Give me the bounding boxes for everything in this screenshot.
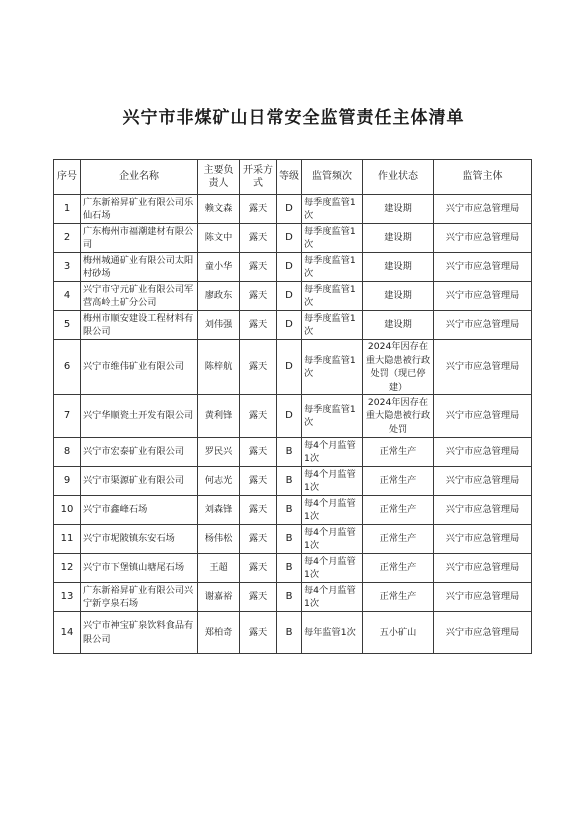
supervision-frequency-cell: 每季度监管1次 <box>302 395 363 438</box>
enterprise-name-cell: 兴宁市渠源矿业有限公司 <box>81 467 198 496</box>
mining-method-cell: 露天 <box>240 195 277 224</box>
responsible-person-cell: 童小华 <box>198 253 240 282</box>
supervising-authority-cell: 兴宁市应急管理局 <box>434 395 532 438</box>
header-method: 开采方式 <box>240 160 277 195</box>
row-number-cell: 10 <box>54 496 81 525</box>
supervising-authority-cell: 兴宁市应急管理局 <box>434 253 532 282</box>
supervision-frequency-cell: 每季度监管1次 <box>302 195 363 224</box>
row-number-cell: 7 <box>54 395 81 438</box>
supervising-authority-cell: 兴宁市应急管理局 <box>434 496 532 525</box>
mining-method-cell: 露天 <box>240 525 277 554</box>
table-row <box>54 438 532 467</box>
enterprise-name-cell: 兴宁市下堡镇山塘尾石场 <box>81 554 198 583</box>
mining-method-cell: 露天 <box>240 612 277 654</box>
row-number-cell: 3 <box>54 253 81 282</box>
operation-status-cell: 建设期 <box>363 282 434 311</box>
table-body <box>54 195 532 654</box>
supervising-authority-cell: 兴宁市应急管理局 <box>434 195 532 224</box>
table-row <box>54 583 532 612</box>
supervising-authority-cell: 兴宁市应急管理局 <box>434 438 532 467</box>
enterprise-name-cell: 兴宁华顺瓷土开发有限公司 <box>81 395 198 438</box>
mining-method-cell: 露天 <box>240 554 277 583</box>
table-row <box>54 467 532 496</box>
supervision-frequency-cell: 每季度监管1次 <box>302 253 363 282</box>
mining-method-cell: 露天 <box>240 253 277 282</box>
table-row <box>54 395 532 438</box>
row-number-cell: 5 <box>54 311 81 340</box>
supervision-frequency-cell: 每季度监管1次 <box>302 311 363 340</box>
responsible-person-cell: 何志光 <box>198 467 240 496</box>
operation-status-cell: 建设期 <box>363 195 434 224</box>
table-row <box>54 311 532 340</box>
enterprise-name-cell: 兴宁市宏泰矿业有限公司 <box>81 438 198 467</box>
table-row <box>54 525 532 554</box>
table-row <box>54 496 532 525</box>
risk-level-cell: D <box>277 195 302 224</box>
operation-status-cell: 建设期 <box>363 311 434 340</box>
operation-status-cell: 2024年因存在重大隐患被行政处罚（现已停建） <box>363 340 434 395</box>
operation-status-cell: 正常生产 <box>363 583 434 612</box>
operation-status-cell: 正常生产 <box>363 467 434 496</box>
risk-level-cell: B <box>277 583 302 612</box>
responsibility-table <box>53 159 532 654</box>
supervising-authority-cell: 兴宁市应急管理局 <box>434 311 532 340</box>
row-number-cell: 12 <box>54 554 81 583</box>
responsible-person-cell: 陈梓航 <box>198 340 240 395</box>
risk-level-cell: D <box>277 340 302 395</box>
operation-status-cell: 正常生产 <box>363 554 434 583</box>
supervision-frequency-cell: 每4个月监管1次 <box>302 554 363 583</box>
table-row <box>54 612 532 654</box>
header-status: 作业状态 <box>363 160 434 195</box>
enterprise-name-cell: 兴宁市神宝矿泉饮料食品有限公司 <box>81 612 198 654</box>
row-number-cell: 6 <box>54 340 81 395</box>
supervision-frequency-cell: 每年监管1次 <box>302 612 363 654</box>
supervising-authority-cell: 兴宁市应急管理局 <box>434 583 532 612</box>
mining-method-cell: 露天 <box>240 438 277 467</box>
enterprise-name-cell: 广东新裕昇矿业有限公司兴宁新亨泉石场 <box>81 583 198 612</box>
responsible-person-cell: 廖政东 <box>198 282 240 311</box>
risk-level-cell: B <box>277 612 302 654</box>
responsible-person-cell: 谢嘉裕 <box>198 583 240 612</box>
mining-method-cell: 露天 <box>240 467 277 496</box>
operation-status-cell: 正常生产 <box>363 525 434 554</box>
supervision-frequency-cell: 每4个月监管1次 <box>302 496 363 525</box>
row-number-cell: 4 <box>54 282 81 311</box>
supervision-frequency-cell: 每4个月监管1次 <box>302 438 363 467</box>
supervision-frequency-cell: 每4个月监管1次 <box>302 583 363 612</box>
risk-level-cell: B <box>277 525 302 554</box>
risk-level-cell: D <box>277 253 302 282</box>
supervision-frequency-cell: 每4个月监管1次 <box>302 525 363 554</box>
enterprise-name-cell: 兴宁市守元矿业有限公司军营高岭土矿分公司 <box>81 282 198 311</box>
enterprise-name-cell: 梅州城通矿业有限公司太阳村砂场 <box>81 253 198 282</box>
supervision-frequency-cell: 每季度监管1次 <box>302 224 363 253</box>
table-row <box>54 282 532 311</box>
enterprise-name-cell: 兴宁市坭陂镇东安石场 <box>81 525 198 554</box>
supervision-frequency-cell: 每季度监管1次 <box>302 340 363 395</box>
responsible-person-cell: 罗民兴 <box>198 438 240 467</box>
operation-status-cell: 正常生产 <box>363 496 434 525</box>
responsible-person-cell: 黄利锋 <box>198 395 240 438</box>
mining-method-cell: 露天 <box>240 583 277 612</box>
enterprise-name-cell: 梅州市顺安建设工程材料有限公司 <box>81 311 198 340</box>
mining-method-cell: 露天 <box>240 311 277 340</box>
operation-status-cell: 建设期 <box>363 224 434 253</box>
operation-status-cell: 五小矿山 <box>363 612 434 654</box>
header-level: 等级 <box>277 160 302 195</box>
table-header-row <box>54 160 532 195</box>
row-number-cell: 8 <box>54 438 81 467</box>
header-no: 序号 <box>54 160 81 195</box>
enterprise-name-cell: 兴宁市鑫峰石场 <box>81 496 198 525</box>
risk-level-cell: D <box>277 224 302 253</box>
supervising-authority-cell: 兴宁市应急管理局 <box>434 340 532 395</box>
responsible-person-cell: 杨伟松 <box>198 525 240 554</box>
responsible-person-cell: 王超 <box>198 554 240 583</box>
responsible-person-cell: 郑柏奇 <box>198 612 240 654</box>
operation-status-cell: 2024年因存在重大隐患被行政处罚 <box>363 395 434 438</box>
risk-level-cell: B <box>277 467 302 496</box>
responsible-person-cell: 陈文中 <box>198 224 240 253</box>
table-row <box>54 554 532 583</box>
row-number-cell: 13 <box>54 583 81 612</box>
mining-method-cell: 露天 <box>240 340 277 395</box>
supervision-frequency-cell: 每4个月监管1次 <box>302 467 363 496</box>
enterprise-name-cell: 广东新裕昇矿业有限公司乐仙石场 <box>81 195 198 224</box>
responsible-person-cell: 赖文森 <box>198 195 240 224</box>
mining-method-cell: 露天 <box>240 395 277 438</box>
table-row <box>54 253 532 282</box>
header-authority: 监管主体 <box>434 160 532 195</box>
header-person: 主要负责人 <box>198 160 240 195</box>
supervising-authority-cell: 兴宁市应急管理局 <box>434 612 532 654</box>
risk-level-cell: D <box>277 311 302 340</box>
supervising-authority-cell: 兴宁市应急管理局 <box>434 282 532 311</box>
operation-status-cell: 正常生产 <box>363 438 434 467</box>
responsible-person-cell: 刘森锋 <box>198 496 240 525</box>
supervising-authority-cell: 兴宁市应急管理局 <box>434 224 532 253</box>
mining-method-cell: 露天 <box>240 496 277 525</box>
table-row <box>54 195 532 224</box>
page-title: 兴宁市非煤矿山日常安全监管责任主体清单 <box>122 108 465 128</box>
risk-level-cell: B <box>277 496 302 525</box>
supervising-authority-cell: 兴宁市应急管理局 <box>434 554 532 583</box>
table-row <box>54 224 532 253</box>
risk-level-cell: B <box>277 554 302 583</box>
row-number-cell: 11 <box>54 525 81 554</box>
supervising-authority-cell: 兴宁市应急管理局 <box>434 467 532 496</box>
supervision-frequency-cell: 每季度监管1次 <box>302 282 363 311</box>
risk-level-cell: D <box>277 395 302 438</box>
risk-level-cell: B <box>277 438 302 467</box>
operation-status-cell: 建设期 <box>363 253 434 282</box>
row-number-cell: 14 <box>54 612 81 654</box>
header-frequency: 监管频次 <box>302 160 363 195</box>
enterprise-name-cell: 广东梅州市福潮建材有限公司 <box>81 224 198 253</box>
row-number-cell: 1 <box>54 195 81 224</box>
table-row <box>54 340 532 395</box>
responsible-person-cell: 刘伟强 <box>198 311 240 340</box>
supervising-authority-cell: 兴宁市应急管理局 <box>434 525 532 554</box>
enterprise-name-cell: 兴宁市维伟矿业有限公司 <box>81 340 198 395</box>
header-enterprise: 企业名称 <box>81 160 198 195</box>
mining-method-cell: 露天 <box>240 224 277 253</box>
mining-method-cell: 露天 <box>240 282 277 311</box>
row-number-cell: 9 <box>54 467 81 496</box>
row-number-cell: 2 <box>54 224 81 253</box>
risk-level-cell: D <box>277 282 302 311</box>
